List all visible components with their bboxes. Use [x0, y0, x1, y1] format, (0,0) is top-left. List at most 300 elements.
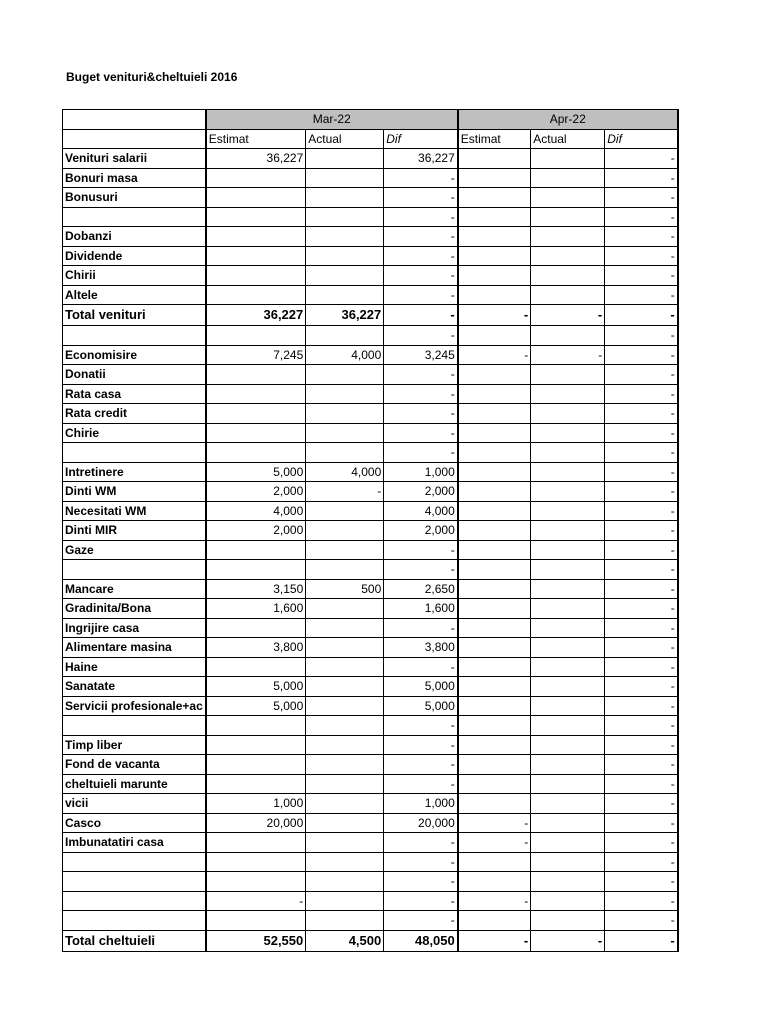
value-cell[interactable] [206, 326, 306, 346]
value-cell[interactable]: - [605, 540, 678, 560]
value-cell[interactable]: 20,000 [384, 813, 458, 833]
value-cell[interactable] [206, 755, 306, 775]
value-cell[interactable]: - [384, 365, 458, 385]
value-cell[interactable]: 1,000 [384, 794, 458, 814]
value-cell[interactable] [458, 677, 531, 697]
row-label-cell[interactable]: Ingrijire casa [63, 618, 206, 638]
value-cell[interactable]: 7,245 [206, 345, 306, 365]
value-cell[interactable]: 4,500 [306, 930, 384, 951]
value-cell[interactable] [206, 207, 306, 227]
value-cell[interactable] [458, 872, 531, 892]
value-cell[interactable] [306, 227, 384, 247]
value-cell[interactable] [306, 423, 384, 443]
value-cell[interactable] [206, 833, 306, 853]
value-cell[interactable]: - [384, 540, 458, 560]
subheader-label-cell[interactable] [63, 129, 206, 149]
value-cell[interactable]: 4,000 [206, 501, 306, 521]
row-label-cell[interactable]: Mancare [63, 579, 206, 599]
subheader-estimat[interactable]: Estimat [458, 129, 531, 149]
value-cell[interactable] [531, 794, 605, 814]
value-cell[interactable]: - [458, 930, 531, 951]
value-cell[interactable] [531, 404, 605, 424]
value-cell[interactable] [306, 852, 384, 872]
row-label-cell[interactable] [63, 560, 206, 580]
value-cell[interactable]: 5,000 [384, 696, 458, 716]
subheader-actual[interactable]: Actual [531, 129, 605, 149]
value-cell[interactable] [206, 423, 306, 443]
value-cell[interactable] [306, 326, 384, 346]
subheader-estimat[interactable]: Estimat [206, 129, 306, 149]
value-cell[interactable]: - [384, 618, 458, 638]
value-cell[interactable]: - [605, 168, 678, 188]
value-cell[interactable] [531, 755, 605, 775]
subheader-dif[interactable]: Dif [605, 129, 678, 149]
row-label-cell[interactable] [63, 891, 206, 911]
value-cell[interactable]: - [384, 774, 458, 794]
value-cell[interactable]: - [605, 423, 678, 443]
value-cell[interactable] [458, 716, 531, 736]
value-cell[interactable]: - [384, 852, 458, 872]
value-cell[interactable]: - [384, 188, 458, 208]
value-cell[interactable]: 36,227 [206, 149, 306, 169]
value-cell[interactable] [306, 404, 384, 424]
value-cell[interactable]: - [605, 266, 678, 286]
value-cell[interactable] [206, 404, 306, 424]
value-cell[interactable]: - [605, 599, 678, 619]
value-cell[interactable] [531, 579, 605, 599]
value-cell[interactable] [458, 794, 531, 814]
value-cell[interactable] [531, 735, 605, 755]
value-cell[interactable]: - [605, 560, 678, 580]
value-cell[interactable] [206, 443, 306, 463]
value-cell[interactable]: - [605, 326, 678, 346]
value-cell[interactable] [531, 657, 605, 677]
value-cell[interactable] [531, 384, 605, 404]
value-cell[interactable] [206, 657, 306, 677]
row-label-cell[interactable]: Timp liber [63, 735, 206, 755]
row-label-cell[interactable]: Sanatate [63, 677, 206, 697]
value-cell[interactable]: 5,000 [384, 677, 458, 697]
value-cell[interactable] [206, 618, 306, 638]
value-cell[interactable] [206, 365, 306, 385]
value-cell[interactable]: - [384, 384, 458, 404]
value-cell[interactable] [306, 794, 384, 814]
row-label-cell[interactable]: Gaze [63, 540, 206, 560]
row-label-cell[interactable]: Total venituri [63, 305, 206, 326]
value-cell[interactable] [531, 521, 605, 541]
value-cell[interactable] [531, 833, 605, 853]
value-cell[interactable] [306, 365, 384, 385]
value-cell[interactable]: 1,000 [384, 462, 458, 482]
row-label-cell[interactable]: Bonuri masa [63, 168, 206, 188]
row-label-cell[interactable] [63, 207, 206, 227]
value-cell[interactable] [458, 482, 531, 502]
row-label-cell[interactable]: Rata credit [63, 404, 206, 424]
value-cell[interactable] [458, 560, 531, 580]
row-label-cell[interactable] [63, 872, 206, 892]
value-cell[interactable] [306, 677, 384, 697]
value-cell[interactable] [306, 696, 384, 716]
value-cell[interactable] [531, 560, 605, 580]
value-cell[interactable]: - [384, 891, 458, 911]
value-cell[interactable]: 4,000 [306, 345, 384, 365]
value-cell[interactable]: - [605, 285, 678, 305]
row-label-cell[interactable]: Haine [63, 657, 206, 677]
value-cell[interactable] [531, 149, 605, 169]
value-cell[interactable]: - [605, 852, 678, 872]
value-cell[interactable] [306, 168, 384, 188]
value-cell[interactable]: 36,227 [384, 149, 458, 169]
value-cell[interactable] [531, 326, 605, 346]
value-cell[interactable] [306, 540, 384, 560]
value-cell[interactable] [458, 462, 531, 482]
value-cell[interactable] [206, 774, 306, 794]
value-cell[interactable]: - [605, 462, 678, 482]
value-cell[interactable]: - [531, 930, 605, 951]
value-cell[interactable]: 4,000 [306, 462, 384, 482]
value-cell[interactable] [306, 774, 384, 794]
row-label-cell[interactable]: cheltuieli marunte [63, 774, 206, 794]
value-cell[interactable] [531, 168, 605, 188]
value-cell[interactable] [306, 149, 384, 169]
value-cell[interactable] [458, 501, 531, 521]
value-cell[interactable]: - [605, 833, 678, 853]
row-label-cell[interactable]: Chirii [63, 266, 206, 286]
value-cell[interactable] [531, 716, 605, 736]
value-cell[interactable] [206, 246, 306, 266]
value-cell[interactable] [206, 560, 306, 580]
value-cell[interactable] [531, 872, 605, 892]
value-cell[interactable]: - [605, 482, 678, 502]
value-cell[interactable] [206, 188, 306, 208]
value-cell[interactable] [306, 618, 384, 638]
value-cell[interactable]: 4,000 [384, 501, 458, 521]
value-cell[interactable]: - [605, 677, 678, 697]
value-cell[interactable] [531, 852, 605, 872]
value-cell[interactable]: - [605, 735, 678, 755]
value-cell[interactable] [306, 266, 384, 286]
value-cell[interactable]: 5,000 [206, 696, 306, 716]
row-label-cell[interactable]: Dinti MIR [63, 521, 206, 541]
value-cell[interactable]: 2,650 [384, 579, 458, 599]
value-cell[interactable]: - [384, 443, 458, 463]
value-cell[interactable] [458, 852, 531, 872]
value-cell[interactable] [531, 599, 605, 619]
value-cell[interactable]: - [605, 638, 678, 658]
row-label-cell[interactable]: Intretinere [63, 462, 206, 482]
value-cell[interactable] [458, 384, 531, 404]
value-cell[interactable] [531, 207, 605, 227]
value-cell[interactable]: 5,000 [206, 677, 306, 697]
value-cell[interactable]: 2,000 [206, 521, 306, 541]
row-label-cell[interactable]: Economisire [63, 345, 206, 365]
value-cell[interactable]: - [605, 891, 678, 911]
value-cell[interactable] [458, 149, 531, 169]
value-cell[interactable] [306, 443, 384, 463]
value-cell[interactable]: - [605, 579, 678, 599]
value-cell[interactable]: - [605, 657, 678, 677]
value-cell[interactable]: - [605, 696, 678, 716]
value-cell[interactable] [531, 618, 605, 638]
row-label-cell[interactable]: Dobanzi [63, 227, 206, 247]
value-cell[interactable] [306, 246, 384, 266]
value-cell[interactable] [306, 384, 384, 404]
table-row [63, 207, 678, 227]
value-cell[interactable] [531, 638, 605, 658]
value-cell[interactable]: - [605, 911, 678, 931]
value-cell[interactable] [458, 579, 531, 599]
value-cell[interactable] [458, 188, 531, 208]
value-cell[interactable]: - [605, 774, 678, 794]
value-cell[interactable] [306, 911, 384, 931]
value-cell[interactable] [306, 188, 384, 208]
row-label-cell[interactable]: Necesitati WM [63, 501, 206, 521]
row-label-cell[interactable]: Venituri salarii [63, 149, 206, 169]
row-label-cell[interactable] [63, 911, 206, 931]
value-cell[interactable]: - [605, 305, 678, 326]
value-cell[interactable]: 1,600 [384, 599, 458, 619]
value-cell[interactable]: - [384, 168, 458, 188]
value-cell[interactable] [306, 521, 384, 541]
value-cell[interactable]: - [605, 246, 678, 266]
value-cell[interactable]: - [605, 207, 678, 227]
value-cell[interactable] [306, 501, 384, 521]
value-cell[interactable] [206, 852, 306, 872]
value-cell[interactable] [458, 618, 531, 638]
value-cell[interactable] [306, 716, 384, 736]
value-cell[interactable]: - [384, 207, 458, 227]
value-cell[interactable]: - [384, 911, 458, 931]
value-cell[interactable]: - [605, 149, 678, 169]
value-cell[interactable]: - [384, 423, 458, 443]
value-cell[interactable] [531, 188, 605, 208]
value-cell[interactable] [458, 266, 531, 286]
row-label-cell[interactable]: Alimentare masina [63, 638, 206, 658]
value-cell[interactable]: - [384, 404, 458, 424]
row-label-cell[interactable] [63, 852, 206, 872]
table-row [63, 345, 678, 365]
value-cell[interactable] [458, 285, 531, 305]
value-cell[interactable] [306, 207, 384, 227]
value-cell[interactable] [531, 462, 605, 482]
value-cell[interactable]: - [384, 227, 458, 247]
value-cell[interactable] [458, 540, 531, 560]
value-cell[interactable]: - [458, 891, 531, 911]
value-cell[interactable] [531, 443, 605, 463]
value-cell[interactable]: 3,800 [384, 638, 458, 658]
value-cell[interactable] [458, 638, 531, 658]
value-cell[interactable] [458, 443, 531, 463]
value-cell[interactable]: 48,050 [384, 930, 458, 951]
row-label-cell[interactable] [63, 326, 206, 346]
value-cell[interactable]: - [605, 521, 678, 541]
value-cell[interactable]: - [605, 365, 678, 385]
value-cell[interactable]: - [605, 930, 678, 951]
value-cell[interactable]: - [384, 735, 458, 755]
value-cell[interactable] [458, 326, 531, 346]
value-cell[interactable]: - [384, 285, 458, 305]
value-cell[interactable] [531, 365, 605, 385]
row-label-cell[interactable]: Imbunatatiri casa [63, 833, 206, 853]
value-cell[interactable] [206, 168, 306, 188]
value-cell[interactable] [458, 404, 531, 424]
value-cell[interactable] [306, 599, 384, 619]
value-cell[interactable] [306, 755, 384, 775]
value-cell[interactable]: - [458, 345, 531, 365]
value-cell[interactable]: 3,245 [384, 345, 458, 365]
subheader-actual[interactable]: Actual [306, 129, 384, 149]
value-cell[interactable]: - [384, 266, 458, 286]
value-cell[interactable] [306, 872, 384, 892]
value-cell[interactable]: - [605, 813, 678, 833]
value-cell[interactable] [306, 891, 384, 911]
value-cell[interactable] [531, 540, 605, 560]
value-cell[interactable] [458, 735, 531, 755]
value-cell[interactable] [458, 423, 531, 443]
value-cell[interactable] [206, 911, 306, 931]
value-cell[interactable] [206, 872, 306, 892]
value-cell[interactable]: 20,000 [206, 813, 306, 833]
row-label-cell[interactable] [63, 443, 206, 463]
value-cell[interactable] [531, 813, 605, 833]
value-cell[interactable] [458, 521, 531, 541]
value-cell[interactable] [206, 735, 306, 755]
value-cell[interactable]: - [384, 246, 458, 266]
row-label-cell[interactable]: Rata casa [63, 384, 206, 404]
value-cell[interactable] [531, 227, 605, 247]
value-cell[interactable]: - [384, 872, 458, 892]
row-label-cell[interactable]: Servicii profesionale+ac [63, 696, 206, 716]
row-label-cell[interactable]: Fond de vacanta [63, 755, 206, 775]
header-corner-cell[interactable] [63, 110, 206, 130]
value-cell[interactable]: - [605, 716, 678, 736]
value-cell[interactable]: - [531, 305, 605, 326]
value-cell[interactable] [206, 227, 306, 247]
value-cell[interactable] [206, 716, 306, 736]
row-label-cell[interactable]: Donatii [63, 365, 206, 385]
value-cell[interactable] [458, 168, 531, 188]
value-cell[interactable]: 1,000 [206, 794, 306, 814]
value-cell[interactable] [458, 911, 531, 931]
value-cell[interactable]: - [605, 227, 678, 247]
value-cell[interactable] [531, 246, 605, 266]
value-cell[interactable]: - [605, 794, 678, 814]
value-cell[interactable]: - [458, 305, 531, 326]
value-cell[interactable]: - [384, 833, 458, 853]
value-cell[interactable]: - [384, 716, 458, 736]
value-cell[interactable] [458, 227, 531, 247]
value-cell[interactable] [531, 696, 605, 716]
value-cell[interactable] [206, 266, 306, 286]
value-cell[interactable]: - [605, 618, 678, 638]
value-cell[interactable]: 36,227 [306, 305, 384, 326]
value-cell[interactable] [206, 285, 306, 305]
row-label-cell[interactable]: Dividende [63, 246, 206, 266]
value-cell[interactable]: - [605, 345, 678, 365]
value-cell[interactable] [306, 638, 384, 658]
row-label-cell[interactable]: vicii [63, 794, 206, 814]
value-cell[interactable] [206, 384, 306, 404]
value-cell[interactable] [306, 657, 384, 677]
value-cell[interactable]: - [384, 755, 458, 775]
value-cell[interactable] [458, 599, 531, 619]
value-cell[interactable]: - [605, 443, 678, 463]
value-cell[interactable] [458, 246, 531, 266]
value-cell[interactable]: 2,000 [384, 482, 458, 502]
value-cell[interactable] [306, 285, 384, 305]
value-cell[interactable] [531, 285, 605, 305]
value-cell[interactable]: 36,227 [206, 305, 306, 326]
value-cell[interactable] [531, 423, 605, 443]
value-cell[interactable]: 52,550 [206, 930, 306, 951]
value-cell[interactable]: 1,600 [206, 599, 306, 619]
month-header-mar[interactable]: Mar-22 [206, 110, 458, 130]
value-cell[interactable]: - [384, 305, 458, 326]
value-cell[interactable]: 5,000 [206, 462, 306, 482]
value-cell[interactable]: - [531, 345, 605, 365]
value-cell[interactable] [531, 891, 605, 911]
row-label-cell[interactable] [63, 716, 206, 736]
value-cell[interactable] [458, 365, 531, 385]
value-cell[interactable] [458, 696, 531, 716]
value-cell[interactable] [531, 266, 605, 286]
value-cell[interactable]: 3,150 [206, 579, 306, 599]
value-cell[interactable]: 3,800 [206, 638, 306, 658]
month-header-apr[interactable]: Apr-22 [458, 110, 678, 130]
value-cell[interactable] [306, 560, 384, 580]
value-cell[interactable]: - [206, 891, 306, 911]
value-cell[interactable] [206, 540, 306, 560]
value-cell[interactable]: - [605, 384, 678, 404]
value-cell[interactable]: - [384, 326, 458, 346]
value-cell[interactable]: 500 [306, 579, 384, 599]
row-label-cell[interactable]: Dinti WM [63, 482, 206, 502]
value-cell[interactable] [306, 813, 384, 833]
row-label-cell[interactable]: Bonusuri [63, 188, 206, 208]
value-cell[interactable] [531, 677, 605, 697]
value-cell[interactable]: - [605, 501, 678, 521]
table-row [63, 266, 678, 286]
value-cell[interactable]: - [605, 188, 678, 208]
row-label-cell[interactable]: Casco [63, 813, 206, 833]
value-cell[interactable] [531, 911, 605, 931]
value-cell[interactable]: - [458, 813, 531, 833]
value-cell[interactable] [458, 755, 531, 775]
value-cell[interactable]: - [458, 833, 531, 853]
value-cell[interactable]: - [605, 755, 678, 775]
value-cell[interactable] [458, 207, 531, 227]
row-label-cell[interactable]: Chirie [63, 423, 206, 443]
value-cell[interactable]: - [605, 404, 678, 424]
row-label-cell[interactable]: Total cheltuieli [63, 930, 206, 951]
value-cell[interactable]: - [384, 560, 458, 580]
value-cell[interactable] [531, 482, 605, 502]
value-cell[interactable] [306, 735, 384, 755]
value-cell[interactable]: 2,000 [206, 482, 306, 502]
value-cell[interactable]: - [605, 872, 678, 892]
row-label-cell[interactable]: Gradinita/Bona [63, 599, 206, 619]
value-cell[interactable] [458, 774, 531, 794]
subheader-dif[interactable]: Dif [384, 129, 458, 149]
value-cell[interactable]: - [306, 482, 384, 502]
row-label-cell[interactable]: Altele [63, 285, 206, 305]
value-cell[interactable]: - [384, 657, 458, 677]
value-cell[interactable]: 2,000 [384, 521, 458, 541]
value-cell[interactable] [531, 501, 605, 521]
value-cell[interactable] [531, 774, 605, 794]
value-cell[interactable] [458, 657, 531, 677]
value-cell[interactable] [306, 833, 384, 853]
